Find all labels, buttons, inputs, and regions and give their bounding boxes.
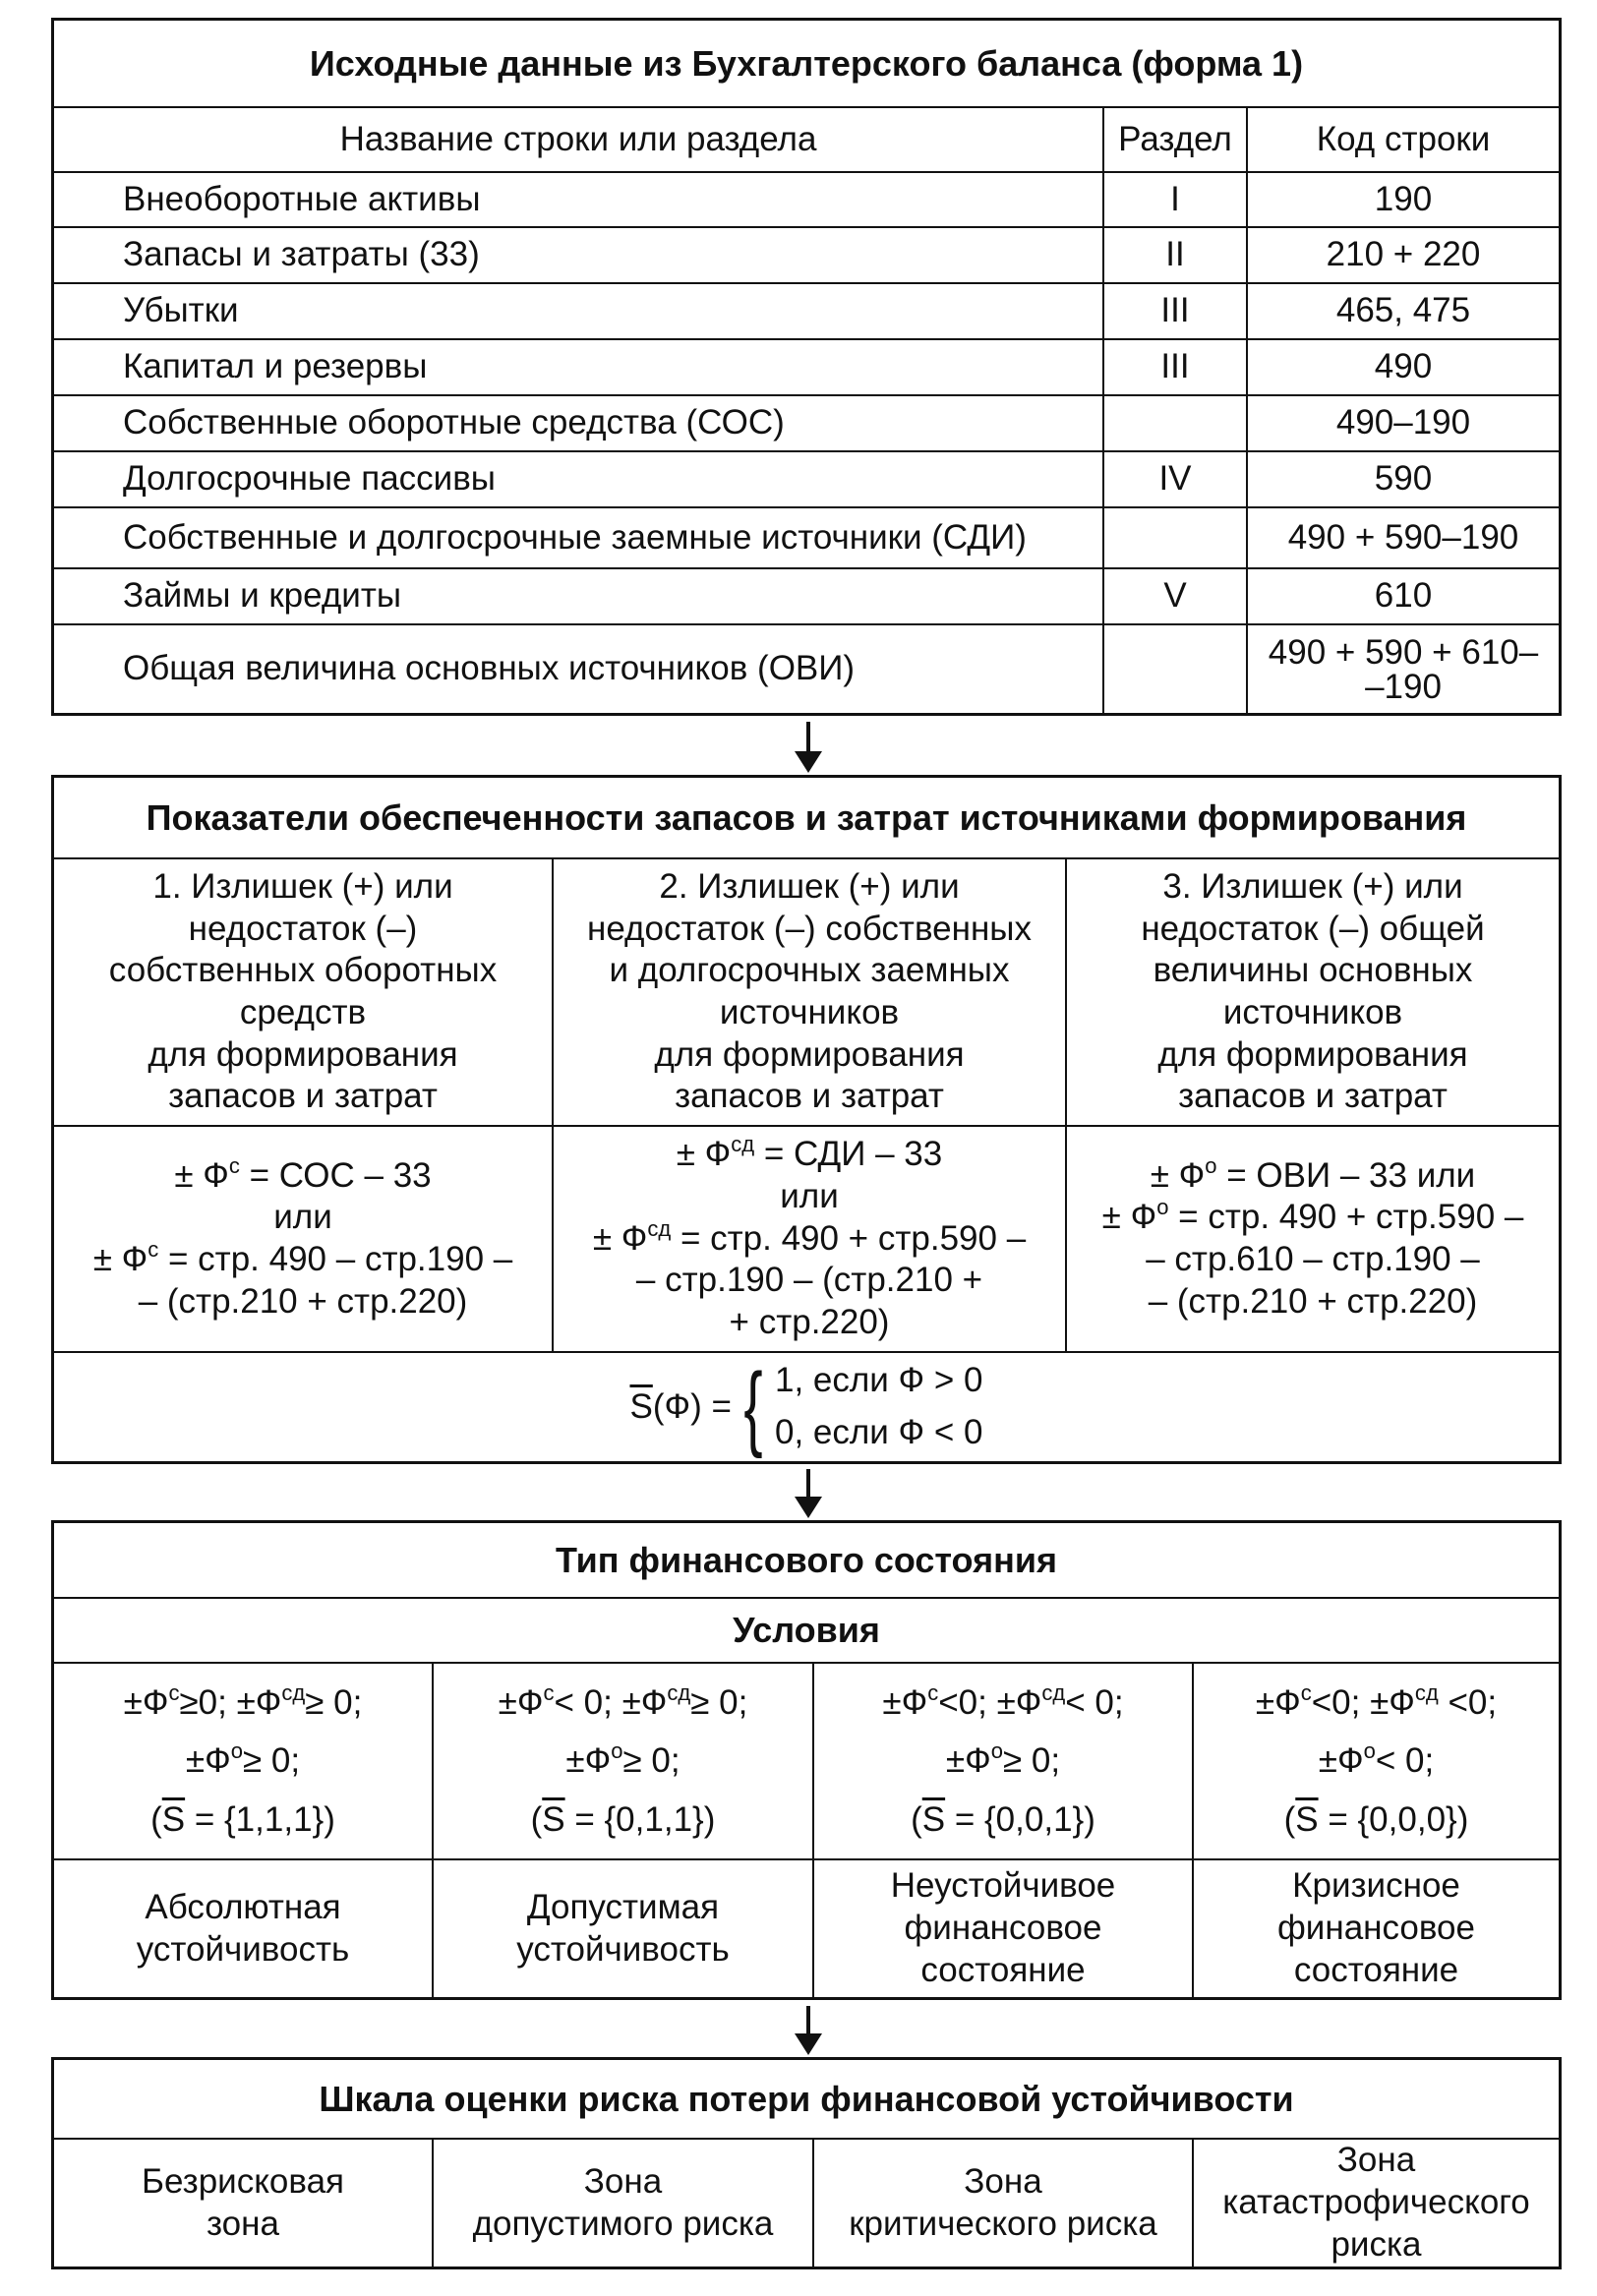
table-row bbox=[54, 172, 1559, 227]
table-row bbox=[54, 451, 1559, 507]
row-code: 490–190 bbox=[1247, 395, 1559, 451]
row-name: Общая величина основных источников (ОВИ) bbox=[54, 624, 1103, 713]
row-code: 490 + 590–190 bbox=[1247, 507, 1559, 568]
row-name: Внеоборотные активы bbox=[54, 172, 1103, 227]
row-section: III bbox=[1103, 283, 1247, 339]
row-section: II bbox=[1103, 227, 1247, 283]
balance-table-title: Исходные данные из Бухгалтерского баланса (форма 1) bbox=[54, 21, 1559, 107]
row-code: 490 + 590 + 610– –190 bbox=[1247, 624, 1559, 713]
table-row bbox=[54, 624, 1559, 713]
indicators-title: Показатели обеспеченности запасов и затрат источниками формирования bbox=[54, 778, 1559, 858]
condition-cell: $\pm Ф^с<0$; $\pm Ф^{сд}< 0$; $\pm Ф^о\ge 0$; $(\overline{S} = \{0,0,1\})$ bbox=[813, 1663, 1193, 1859]
arrow-down-icon bbox=[797, 2006, 820, 2055]
risk-zone: Зона критического риска bbox=[813, 2139, 1193, 2267]
row-section: III bbox=[1103, 339, 1247, 395]
row-section bbox=[1103, 507, 1247, 568]
indicators-table bbox=[51, 775, 1562, 1464]
row-name: Убытки bbox=[54, 283, 1103, 339]
row-section: V bbox=[1103, 568, 1247, 624]
indicator-description: 2. Излишек (+) или недостаток (–) собственных и долгосрочных заемных источников для формирования запасов и затрат bbox=[553, 858, 1066, 1126]
condition-cell: $\pm Ф^с\ge 0$; $\pm Ф^{сд}\ge 0$; $\pm Ф^о\ge 0$; $(\overline{S} = \{1,1,1\})$ bbox=[54, 1663, 433, 1859]
row-section: I bbox=[1103, 172, 1247, 227]
table-row bbox=[54, 507, 1559, 568]
row-section bbox=[1103, 624, 1247, 713]
risk-zone: Безрисковая зона bbox=[54, 2139, 433, 2267]
indicator-formula: ± $Ф^с$ = СОС – 33 или ± $Ф^с$ = стр. 490 – стр.190 – – (стр.210 + стр.220) bbox=[54, 1126, 553, 1352]
financial-state-type: Кризисное финансовое состояние bbox=[1193, 1859, 1559, 1997]
row-code: 610 bbox=[1247, 568, 1559, 624]
row-name: Собственные и долгосрочные заемные источники (СДИ) bbox=[54, 507, 1103, 568]
indicator-formula: ± $Ф^{сд}$ = СДИ – 33 или ± $Ф^{сд}$ = стр. 490 + стр.590 – – стр.190 – (стр.210 + + стр.220) bbox=[553, 1126, 1066, 1352]
table-row bbox=[54, 339, 1559, 395]
conditions-title: Условия bbox=[54, 1598, 1559, 1663]
table-row bbox=[54, 283, 1559, 339]
row-code: 210 + 220 bbox=[1247, 227, 1559, 283]
indicator-system-formula: $\overline{S}$ (Ф) = { 1, если Ф > 0 0, если Ф < 0 bbox=[54, 1352, 1559, 1461]
arrow-down-icon bbox=[797, 1469, 820, 1518]
row-name: Капитал и резервы bbox=[54, 339, 1103, 395]
row-name: Долгосрочные пассивы bbox=[54, 451, 1103, 507]
row-name: Займы и кредиты bbox=[54, 568, 1103, 624]
row-code: 490 bbox=[1247, 339, 1559, 395]
financial-state-type: Допустимая устойчивость bbox=[433, 1859, 813, 1997]
row-code: 190 bbox=[1247, 172, 1559, 227]
risk-scale-title: Шкала оценки риска потери финансовой устойчивости bbox=[54, 2060, 1559, 2139]
row-section: IV bbox=[1103, 451, 1247, 507]
col-header-code: Код строки bbox=[1247, 107, 1559, 172]
table-row bbox=[54, 395, 1559, 451]
financial-state-type: Неустойчивое финансовое состояние bbox=[813, 1859, 1193, 1997]
risk-zone: Зона катастрофического риска bbox=[1193, 2139, 1559, 2267]
financial-state-title: Тип финансового состояния bbox=[54, 1523, 1559, 1598]
table-row bbox=[54, 568, 1559, 624]
condition-cell: $\pm Ф^с<0$; $\pm Ф^{сд} <0$; $\pm Ф^о< 0$; $(\overline{S} = \{0,0,0\})$ bbox=[1193, 1663, 1559, 1859]
table-row bbox=[54, 227, 1559, 283]
row-name: Собственные оборотные средства (СОС) bbox=[54, 395, 1103, 451]
risk-scale-table bbox=[51, 2057, 1562, 2269]
condition-cell: $\pm Ф^с< 0$; $\pm Ф^{сд}\ge 0$; $\pm Ф^о\ge 0$; $(\overline{S} = \{0,1,1\})$ bbox=[433, 1663, 813, 1859]
indicator-description: 3. Излишек (+) или недостаток (–) общей величины основных источников для формирования запасов и затрат bbox=[1066, 858, 1559, 1126]
row-code: 465, 475 bbox=[1247, 283, 1559, 339]
arrow-down-icon bbox=[797, 722, 820, 773]
balance-source-table bbox=[51, 18, 1562, 716]
col-header-section: Раздел bbox=[1103, 107, 1247, 172]
row-code: 590 bbox=[1247, 451, 1559, 507]
financial-state-type: Абсолютная устойчивость bbox=[54, 1859, 433, 1997]
indicator-formula: ± $Ф^о$ = ОВИ – 33 или ± $Ф^о$ = стр. 490 + стр.590 – – стр.610 – стр.190 – – (стр.210 + стр.220) bbox=[1066, 1126, 1559, 1352]
indicator-description: 1. Излишек (+) или недостаток (–) собственных оборотных средств для формирования запасов и затрат bbox=[54, 858, 553, 1126]
risk-zone: Зона допустимого риска bbox=[433, 2139, 813, 2267]
financial-state-table bbox=[51, 1520, 1562, 2000]
row-section bbox=[1103, 395, 1247, 451]
row-name: Запасы и затраты (33) bbox=[54, 227, 1103, 283]
col-header-name: Название строки или раздела bbox=[54, 107, 1103, 172]
